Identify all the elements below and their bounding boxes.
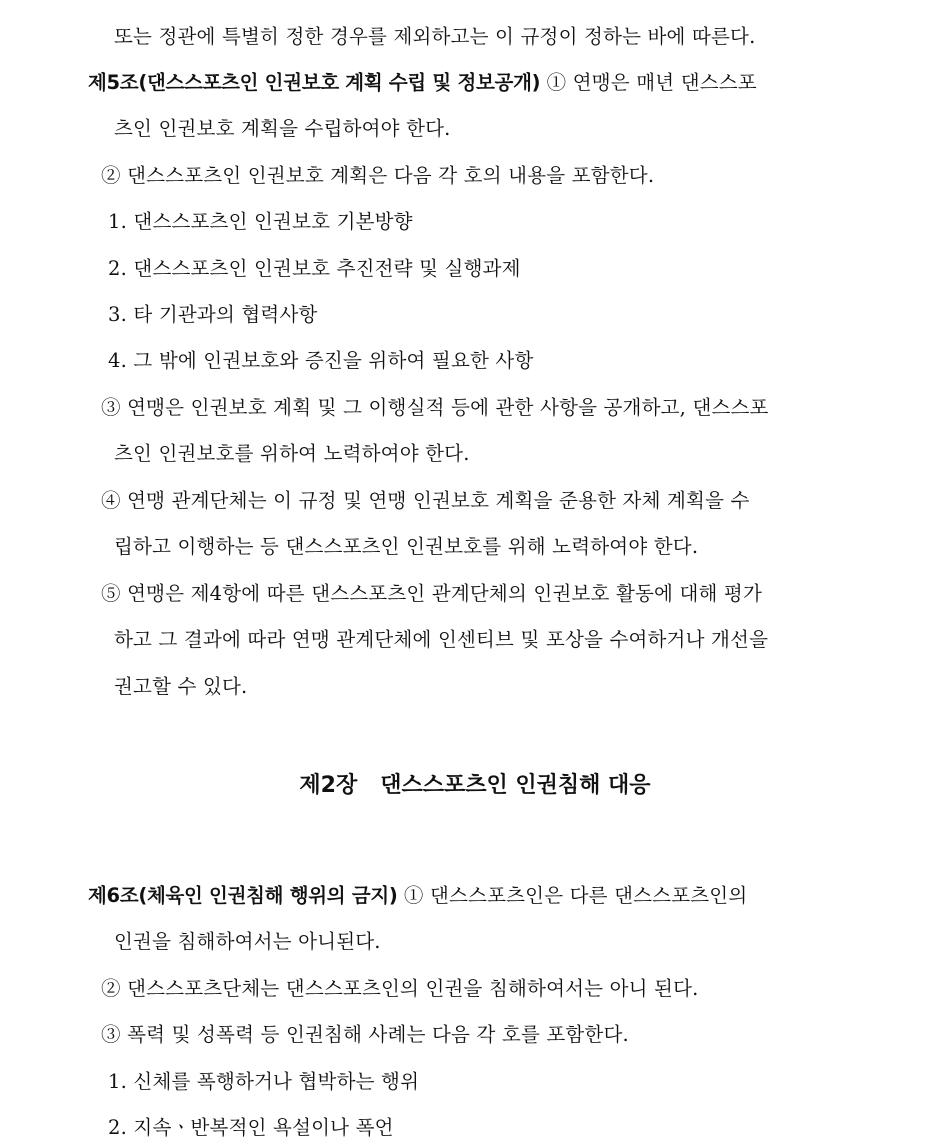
article-5-paragraph-4: ④ 연맹 관계단체는 이 규정 및 연맹 인권보호 계획을 준용한 자체 계획을 수 [101,489,750,512]
text-line: 츠인 인권보호를 위하여 노력하여야 한다. [114,442,470,465]
list-item: 1. 신체를 폭행하거나 협박하는 행위 [108,1070,420,1093]
article-6-paragraph-3: ③ 폭력 및 성폭력 등 인권침해 사례는 다음 각 호를 포함한다. [101,1023,629,1046]
list-item: 2. 댄스스포츠인 인권보호 추진전략 및 실행과제 [108,257,521,280]
article-5-paragraph-2: ② 댄스스포츠인 인권보호 계획은 다음 각 호의 내용을 포함한다. [101,164,655,187]
text-line: 또는 정관에 특별히 정한 경우를 제외하고는 이 규정이 정하는 바에 따른다. [114,25,756,48]
chapter-2-heading: 제2장 댄스스포츠인 인권침해 대응 [299,773,651,798]
list-item: 3. 타 기관과의 협력사항 [108,303,318,326]
text-line: 립하고 이행하는 등 댄스스포츠인 인권보호를 위해 노력하여야 한다. [114,535,699,558]
text-line: 권고할 수 있다. [114,675,248,698]
article-6-paragraph-1 [88,883,747,909]
article-5-paragraph-5: ⑤ 연맹은 제4항에 따른 댄스스포츠인 관계단체의 인권보호 활동에 대해 평가 [101,582,763,605]
article-6-paragraph-2: ② 댄스스포츠단체는 댄스스포츠인의 인권을 침해하여서는 아니 된다. [101,977,699,1000]
article-5-paragraph-1 [88,70,757,96]
text-span: ① 댄스스포츠인은 다른 댄스스포츠인의 [397,884,748,907]
text-line: 인권을 침해하여서는 아니된다. [114,930,381,953]
text-line: 츠인 인권보호 계획을 수립하여야 한다. [114,117,451,140]
list-item: 4. 그 밖에 인권보호와 증진을 위하여 필요한 사항 [108,349,534,372]
text-span: ① 연맹은 매년 댄스스포 [540,71,757,94]
list-item: 1. 댄스스포츠인 인권보호 기본방향 [108,210,413,233]
article-6-heading: 제6조(체육인 인권침해 행위의 금지) [88,884,398,907]
text-line: 하고 그 결과에 따라 연맹 관계단체에 인센티브 및 포상을 수여하거나 개선을 [114,628,769,651]
list-item: 2. 지속ㆍ반복적인 욕설이나 폭언 [108,1116,394,1139]
article-5-paragraph-3: ③ 연맹은 인권보호 계획 및 그 이행실적 등에 관한 사항을 공개하고, 댄스스포 [101,396,769,419]
article-5-heading: 제5조(댄스스포츠인 인권보호 계획 수립 및 정보공개) [88,71,541,94]
